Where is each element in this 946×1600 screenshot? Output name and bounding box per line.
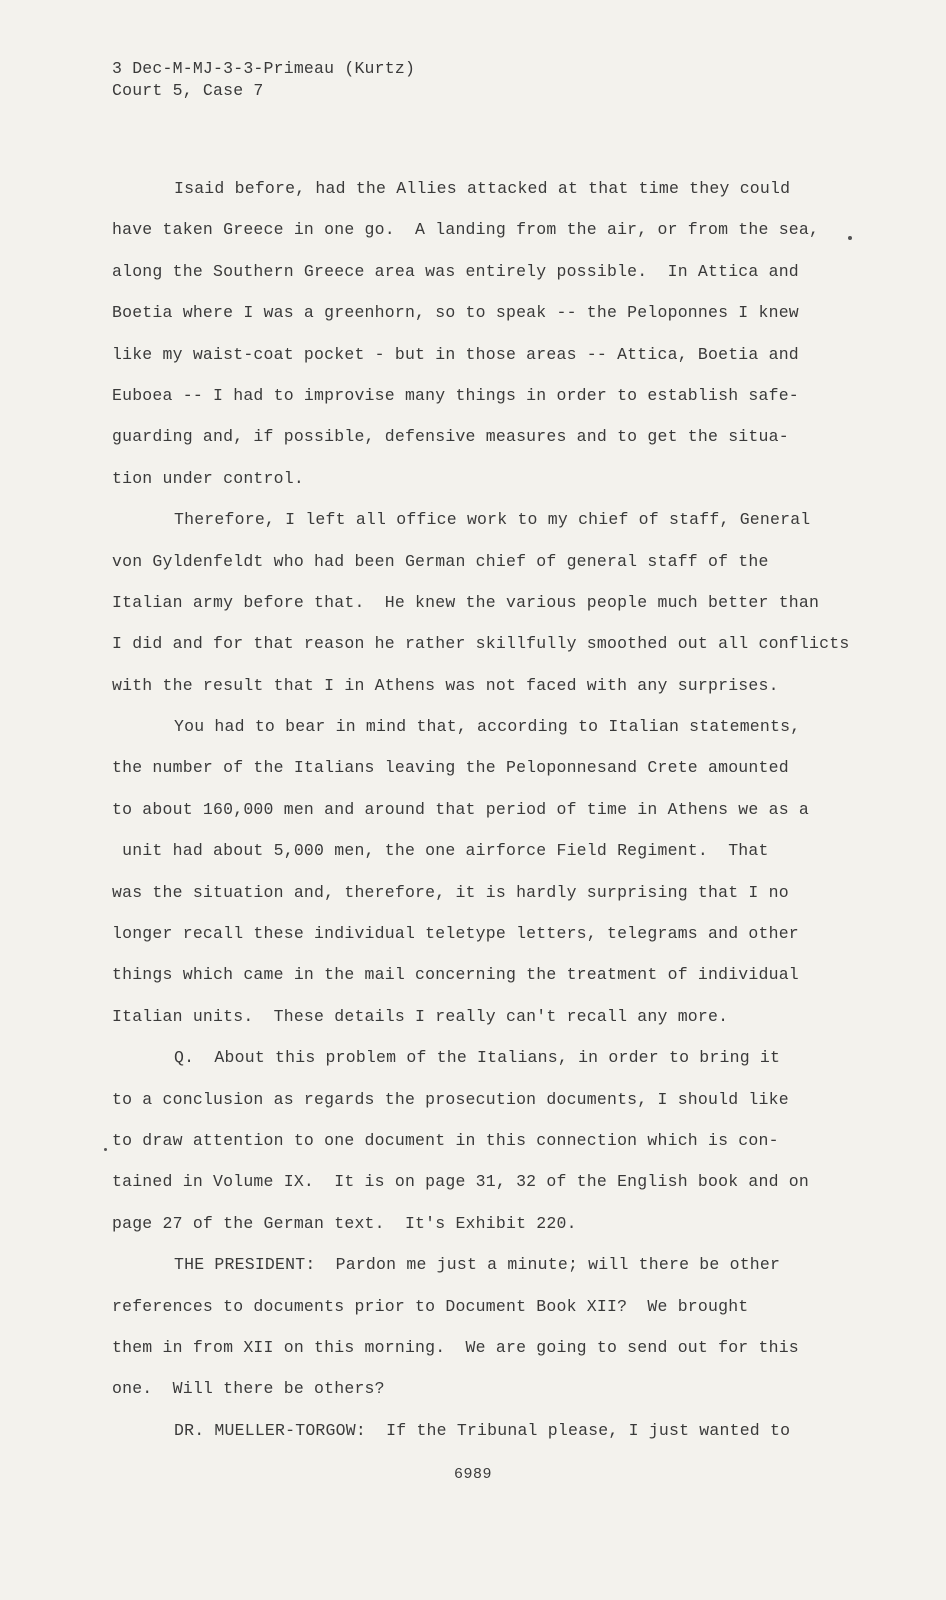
text-line: Isaid before, had the Allies attacked at that time they could <box>174 179 791 198</box>
text-line: things which came in the mail concerning the treatment of individual <box>112 965 799 985</box>
text-line: references to documents prior to Document Book XII? We brought <box>112 1296 749 1316</box>
text-line: THE PRESIDENT: Pardon me just a minute; will there be other <box>174 1255 781 1275</box>
text-line: to about 160,000 men and around that period of time in Athens we as a <box>112 799 810 819</box>
document-header <box>112 58 415 102</box>
page-number: 6989 <box>453 1466 492 1483</box>
text-line: the number of the Italians leaving the Peloponnesand Crete amounted <box>112 758 789 778</box>
text-line: tion under control. <box>112 468 304 488</box>
text-line: von Gyldenfeldt who had been German chief of general staff of the <box>112 551 769 571</box>
ink-speck <box>848 236 852 240</box>
text-line: unit had about 5,000 men, the one airforce Field Regiment. That <box>112 841 769 861</box>
text-line: I did and for that reason he rather skillfully smoothed out all conflicts <box>112 634 850 654</box>
text-line: one. Will there be others? <box>112 1379 385 1399</box>
text-line: page 27 of the German text. It's Exhibit 220. <box>112 1213 577 1233</box>
text-line: tained in Volume IX. It is on page 31, 32 of the English book and on <box>112 1172 810 1192</box>
text-line: Q. About this problem of the Italians, in order to bring it <box>174 1048 781 1068</box>
text-line: Italian units. These details I really can't recall any more. <box>112 1006 729 1026</box>
text-line: Boetia where I was a greenhorn, so to speak -- the Peloponnes I knew <box>112 303 799 323</box>
text-line: longer recall these individual teletype letters, telegrams and other <box>112 924 799 944</box>
header-session-line: 3 Dec-M-MJ-3-3-Primeau (Kurtz) <box>112 59 416 78</box>
text-line: was the situation and, therefore, it is hardly surprising that I no <box>112 882 789 902</box>
text-line: with the result that I in Athens was not faced with any surprises. <box>112 675 779 695</box>
text-line: Euboea -- I had to improvise many things in order to establish safe- <box>112 385 799 405</box>
text-line: to draw attention to one document in this connection which is con- <box>112 1130 779 1150</box>
text-line: DR. MUELLER-TORGOW: If the Tribunal please, I just wanted to <box>174 1420 791 1440</box>
text-line: You had to bear in mind that, according to Italian statements, <box>174 717 801 737</box>
text-line: like my waist-coat pocket - but in those areas -- Attica, Boetia and <box>112 344 799 364</box>
text-line: along the Southern Greece area was entirely possible. In Attica and <box>112 261 799 281</box>
text-line: have taken Greece in one go. A landing from the air, or from the sea, <box>112 220 820 240</box>
transcript-body <box>112 178 852 1461</box>
text-line: them in from XII on this morning. We are going to send out for this <box>112 1337 799 1357</box>
text-line: guarding and, if possible, defensive measures and to get the situa- <box>112 427 789 447</box>
text-line: to a conclusion as regards the prosecution documents, I should like <box>112 1089 789 1109</box>
ink-speck <box>104 1148 107 1151</box>
text-line: Therefore, I left all office work to my chief of staff, General <box>174 510 811 530</box>
text-line: Italian army before that. He knew the various people much better than <box>112 592 820 612</box>
header-court-line: Court 5, Case 7 <box>112 81 264 100</box>
